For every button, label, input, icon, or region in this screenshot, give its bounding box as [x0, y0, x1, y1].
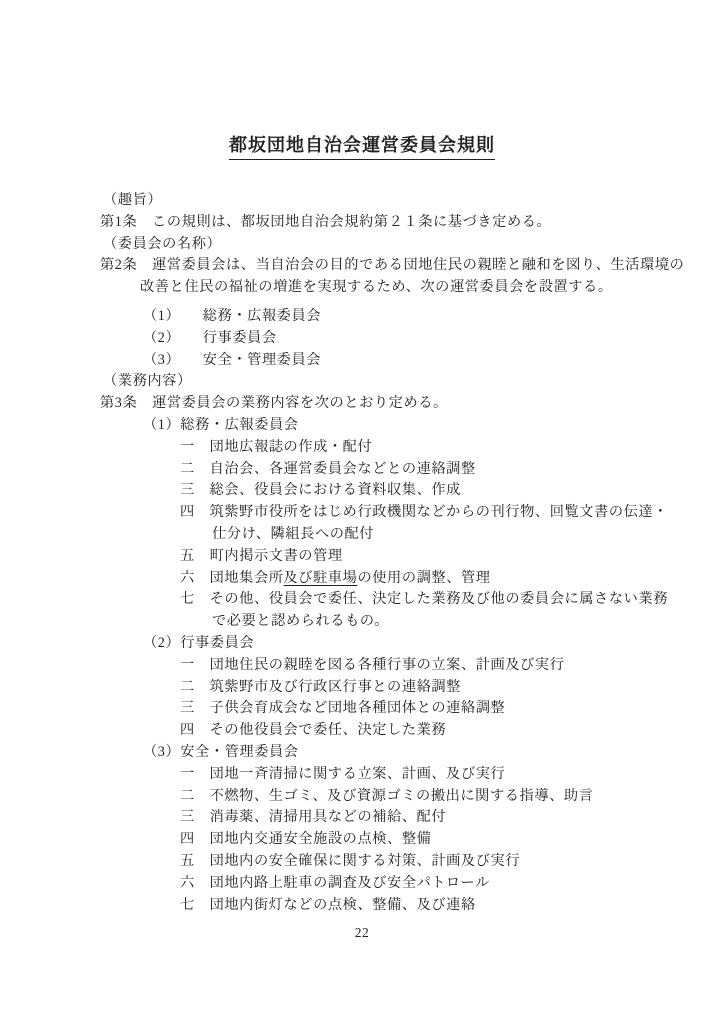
document-line: （趣旨）	[103, 192, 163, 208]
document-line: 六 団地集会所及び駐車場の使用の調整、管理	[180, 569, 491, 586]
document-line: で必要と認められるもの。	[212, 613, 389, 630]
document-line: 第1条 この規則は、都坂団地自治会規約第２１条に基づき定める。	[100, 213, 552, 230]
document-line: （1） 総務・広報委員会	[143, 307, 322, 324]
document-line: 四 筑紫野市役所をはじめ行政機関などからの刊行物、回覧文書の伝達・	[180, 504, 668, 521]
document-line: 仕分け、隣組長への配付	[212, 525, 375, 542]
document-body	[0, 190, 724, 916]
document-line: 二 自治会、各運営委員会などとの連絡調整	[180, 460, 476, 477]
document-line: 三 子供会育成会など団地各種団体との連絡調整	[180, 700, 506, 717]
document-line: 三 総会、役員会における資料収集、作成	[180, 482, 461, 499]
document-line: （委員会の名称）	[103, 235, 222, 252]
document-line: 二 筑紫野市及び行政区行事との連絡調整	[180, 678, 461, 695]
document-line: 第3条 運営委員会の業務内容を次のとおり定める。	[100, 395, 448, 412]
document-line: 二 不燃物、生ゴミ、及び資源ゴミの搬出に関する指導、助言	[180, 787, 594, 804]
underlined-text: 及び駐車場	[283, 569, 358, 586]
document-line: （3）安全・管理委員会	[143, 743, 299, 760]
document-line: （3） 安全・管理委員会	[143, 351, 322, 368]
page-title-text: 都坂団地自治会運営委員会規則	[229, 131, 495, 160]
document-line: （2） 行事委員会	[143, 329, 277, 346]
document-line: 改善と住民の福祉の増進を実現するため、次の運営委員会を設置する。	[140, 279, 613, 296]
document-line: 五 町内掲示文書の管理	[180, 547, 343, 564]
document-line: 一 団地一斉清掃に関する立案、計画、及び実行	[180, 765, 506, 782]
document-line: （1）総務・広報委員会	[143, 416, 299, 433]
document-line: （2）行事委員会	[143, 634, 255, 651]
document-line: 六 団地内路上駐車の調査及び安全パトロール	[180, 874, 490, 891]
page-title	[0, 0, 724, 160]
document-line: 第2条 運営委員会は、当自治会の目的である団地住民の親睦と融和を図り、生活環境の	[100, 257, 685, 274]
document-line: 三 消毒薬、清掃用具などの補給、配付	[180, 809, 447, 826]
document-line: 七 その他、役員会で委任、決定した業務及び他の委員会に属さない業務	[180, 591, 668, 608]
document-line: 四 団地内交通安全施設の点検、整備	[180, 831, 432, 848]
document-line: 五 団地内の安全確保に関する対策、計画及び実行	[180, 852, 521, 869]
page-number: 22	[354, 925, 370, 941]
document-line: （業務内容）	[103, 373, 192, 390]
document-line: 七 団地内街灯などの点検、整備、及び連絡	[180, 896, 476, 913]
document-line: 一 団地広報誌の作成・配付	[180, 438, 373, 455]
document-line: 一 団地住民の親睦を図る各種行事の立案、計画及び実行	[180, 656, 565, 673]
document-line: 四 その他役員会で委任、決定した業務	[180, 722, 447, 739]
